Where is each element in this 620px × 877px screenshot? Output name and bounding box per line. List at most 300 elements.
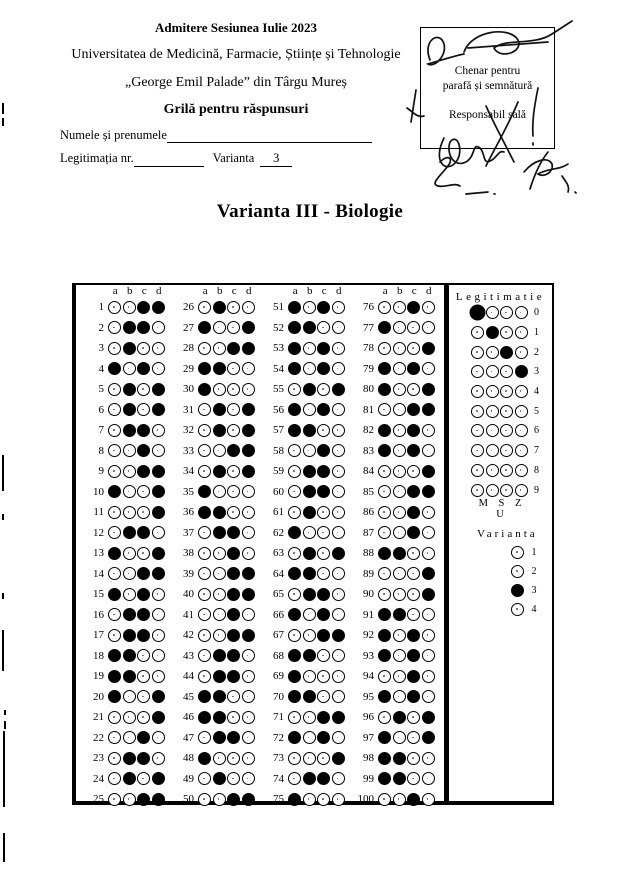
legitimatie-digit-label-1: 1	[534, 327, 539, 339]
answer-bubble-q34-b	[213, 465, 226, 478]
answer-bubble-q20-b	[123, 690, 136, 703]
answer-bubble-q87-d	[422, 526, 435, 539]
answer-bubble-q47-d	[242, 731, 255, 744]
question-number-34: 34	[183, 465, 194, 478]
answer-bubble-q77-d	[422, 321, 435, 334]
answer-bubble-q48-b	[213, 752, 226, 765]
question-column-3	[264, 287, 346, 810]
answer-bubble-q79-b	[393, 362, 406, 375]
answer-bubble-q41-c	[227, 608, 240, 621]
answer-bubble-q53-d	[332, 342, 345, 355]
answer-bubble-q3-d	[152, 342, 165, 355]
question-number-3: 3	[98, 342, 104, 355]
question-row-82	[354, 420, 436, 441]
question-row-23	[84, 748, 166, 769]
varianta-bubble-2	[511, 565, 524, 578]
answer-bubble-q6-a	[108, 403, 121, 416]
legitimatie-bubble-r5-c3	[515, 405, 528, 418]
answer-bubble-q2-b	[123, 321, 136, 334]
scan-artifact	[2, 593, 4, 599]
answer-bubble-q36-c	[227, 506, 240, 519]
answer-bubble-q80-d	[422, 383, 435, 396]
answer-bubble-q92-c	[407, 629, 420, 642]
option-letter-d: d	[246, 285, 252, 297]
answer-bubble-q72-c	[317, 731, 330, 744]
varianta-label-4: 4	[531, 604, 537, 615]
answer-bubble-q22-c	[137, 731, 150, 744]
question-row-88	[354, 543, 436, 564]
varianta-row-1	[449, 543, 537, 562]
question-number-89: 89	[363, 567, 374, 580]
option-letter-d: d	[156, 285, 162, 297]
question-row-39	[174, 564, 256, 585]
answer-bubble-q44-b	[213, 670, 226, 683]
legitimatie-bubble-r8-c1	[486, 464, 499, 477]
question-number-55: 55	[273, 383, 284, 396]
question-row-77	[354, 318, 436, 339]
answer-bubble-q6-b	[123, 403, 136, 416]
question-row-46	[174, 707, 256, 728]
scan-artifact	[4, 710, 6, 715]
question-row-90	[354, 584, 436, 605]
option-letter-header	[378, 285, 436, 297]
option-letter-d: d	[426, 285, 432, 297]
answer-bubble-q29-d	[242, 362, 255, 375]
question-number-81: 81	[363, 403, 374, 416]
question-number-17: 17	[93, 629, 104, 642]
question-number-35: 35	[183, 485, 194, 498]
answer-bubble-q70-a	[288, 690, 301, 703]
question-row-5	[84, 379, 166, 400]
stamp-box-text-2: parafă și semnătură	[442, 80, 533, 92]
question-number-15: 15	[93, 588, 104, 601]
answer-bubble-q15-a	[108, 588, 121, 601]
answer-bubble-q42-c	[227, 629, 240, 642]
question-number-65: 65	[273, 588, 284, 601]
question-number-67: 67	[273, 629, 284, 642]
question-row-6	[84, 400, 166, 421]
scan-artifact	[4, 721, 6, 729]
question-number-37: 37	[183, 526, 194, 539]
answer-bubble-q2-d	[152, 321, 165, 334]
answer-bubble-q9-d	[152, 465, 165, 478]
answer-bubble-q34-a	[198, 465, 211, 478]
answer-bubble-q90-b	[393, 588, 406, 601]
answer-bubble-q62-d	[332, 526, 345, 539]
option-letter-b: b	[397, 285, 403, 297]
answer-bubble-q90-a	[378, 588, 391, 601]
answer-bubble-q26-a	[198, 301, 211, 314]
legitimatie-bubble-r9-c0	[471, 484, 484, 497]
varianta-row-2	[449, 562, 537, 581]
answer-bubble-q81-d	[422, 403, 435, 416]
answer-bubble-q66-c	[317, 608, 330, 621]
answer-bubble-q68-b	[303, 649, 316, 662]
answer-bubble-q40-b	[213, 588, 226, 601]
answer-bubble-q79-d	[422, 362, 435, 375]
answer-bubble-q63-b	[303, 547, 316, 560]
question-row-63	[264, 543, 346, 564]
answer-bubble-q5-b	[123, 383, 136, 396]
legitimatie-bubble-r6-c2	[500, 424, 513, 437]
question-number-78: 78	[363, 342, 374, 355]
answer-bubble-q94-d	[422, 670, 435, 683]
answer-bubble-q93-d	[422, 649, 435, 662]
question-row-9	[84, 461, 166, 482]
answer-bubble-q75-b	[303, 793, 316, 806]
answer-bubble-q92-b	[393, 629, 406, 642]
question-number-96: 96	[363, 711, 374, 724]
answer-bubble-q25-c	[137, 793, 150, 806]
answer-bubble-q90-d	[422, 588, 435, 601]
answer-bubble-q85-d	[422, 485, 435, 498]
answer-bubble-q8-b	[123, 444, 136, 457]
answer-bubble-q57-d	[332, 424, 345, 437]
question-number-51: 51	[273, 301, 284, 314]
answer-bubble-q70-b	[303, 690, 316, 703]
answer-bubble-q25-d	[152, 793, 165, 806]
answer-bubble-q31-d	[242, 403, 255, 416]
legitimatie-digit-label-9: 9	[534, 484, 539, 496]
question-number-97: 97	[363, 731, 374, 744]
answer-bubble-q43-b	[213, 649, 226, 662]
question-row-14	[84, 564, 166, 585]
stamp-box	[420, 27, 555, 149]
answer-bubble-q83-c	[407, 444, 420, 457]
question-row-12	[84, 523, 166, 544]
answer-bubble-q61-b	[303, 506, 316, 519]
answer-bubble-q9-c	[137, 465, 150, 478]
question-row-73	[264, 748, 346, 769]
question-row-64	[264, 564, 346, 585]
legitimatie-digit-label-7: 7	[534, 445, 539, 457]
answer-bubble-q46-d	[242, 711, 255, 724]
answer-bubble-q3-c	[137, 342, 150, 355]
answer-bubble-q1-d	[152, 301, 165, 314]
question-row-40	[174, 584, 256, 605]
answer-bubble-q42-d	[242, 629, 255, 642]
question-number-88: 88	[363, 547, 374, 560]
answer-bubble-q19-a	[108, 670, 121, 683]
answer-bubble-q36-b	[213, 506, 226, 519]
answer-bubble-q1-c	[137, 301, 150, 314]
answer-bubble-q7-d	[152, 424, 165, 437]
answer-bubble-q21-a	[108, 711, 121, 724]
question-row-32	[174, 420, 256, 441]
answer-bubble-q95-a	[378, 690, 391, 703]
answer-bubble-q88-c	[407, 547, 420, 560]
answer-bubble-q97-d	[422, 731, 435, 744]
question-row-16	[84, 605, 166, 626]
question-number-69: 69	[273, 670, 284, 683]
answer-bubble-q40-a	[198, 588, 211, 601]
option-letter-header	[108, 285, 166, 297]
answer-bubble-q24-d	[152, 772, 165, 785]
answer-bubble-q27-d	[242, 321, 255, 334]
answer-bubble-q50-c	[227, 793, 240, 806]
answer-bubble-q39-d	[242, 567, 255, 580]
answer-bubble-q7-c	[137, 424, 150, 437]
answer-bubble-q22-b	[123, 731, 136, 744]
question-number-93: 93	[363, 649, 374, 662]
question-number-66: 66	[273, 608, 284, 621]
answer-bubble-q36-d	[242, 506, 255, 519]
question-row-11	[84, 502, 166, 523]
answer-bubble-q61-a	[288, 506, 301, 519]
question-number-68: 68	[273, 649, 284, 662]
answer-bubble-q23-c	[137, 752, 150, 765]
question-number-19: 19	[93, 670, 104, 683]
answer-bubble-q44-c	[227, 670, 240, 683]
answer-bubble-q99-b	[393, 772, 406, 785]
answer-bubble-q43-d	[242, 649, 255, 662]
question-number-91: 91	[363, 608, 374, 621]
question-number-47: 47	[183, 731, 194, 744]
answer-bubble-q78-b	[393, 342, 406, 355]
answer-bubble-q72-d	[332, 731, 345, 744]
legitimatie-bubble-r4-c1	[486, 385, 499, 398]
answer-bubble-q29-a	[198, 362, 211, 375]
answer-bubble-q38-b	[213, 547, 226, 560]
scan-artifact	[2, 514, 4, 520]
question-row-70	[264, 687, 346, 708]
answer-bubble-q51-d	[332, 301, 345, 314]
answer-bubble-q34-d	[242, 465, 255, 478]
question-number-56: 56	[273, 403, 284, 416]
answer-bubble-q85-b	[393, 485, 406, 498]
answer-bubble-q69-c	[317, 670, 330, 683]
legitimatie-digit-label-6: 6	[534, 425, 539, 437]
question-number-10: 10	[93, 485, 104, 498]
answer-bubble-q68-a	[288, 649, 301, 662]
legitimatie-bubble-r9-c2	[500, 484, 513, 497]
variant-value: 3	[260, 151, 292, 167]
answer-bubble-q76-a	[378, 301, 391, 314]
scan-artifact	[2, 455, 4, 491]
answer-bubble-q29-b	[213, 362, 226, 375]
answer-bubble-q77-c	[407, 321, 420, 334]
answer-bubble-q55-d	[332, 383, 345, 396]
answer-bubble-q14-b	[123, 567, 136, 580]
scan-artifact	[2, 118, 4, 126]
answer-bubble-q70-c	[317, 690, 330, 703]
legitimatie-bubble-r8-c3	[515, 464, 528, 477]
question-number-7: 7	[98, 424, 104, 437]
question-column-4	[354, 287, 436, 810]
question-number-90: 90	[363, 588, 374, 601]
question-row-83	[354, 441, 436, 462]
answer-bubble-q71-d	[332, 711, 345, 724]
answer-bubble-q5-d	[152, 383, 165, 396]
answer-bubble-q33-a	[198, 444, 211, 457]
question-row-89	[354, 564, 436, 585]
answer-bubble-q72-b	[303, 731, 316, 744]
answer-bubble-q30-c	[227, 383, 240, 396]
varianta-bubble-4	[511, 603, 524, 616]
answer-bubble-q51-b	[303, 301, 316, 314]
question-row-20	[84, 687, 166, 708]
answer-bubble-q28-d	[242, 342, 255, 355]
question-row-59	[264, 461, 346, 482]
question-row-38	[174, 543, 256, 564]
answer-bubble-q35-a	[198, 485, 211, 498]
answer-bubble-q59-c	[317, 465, 330, 478]
question-number-14: 14	[93, 567, 104, 580]
question-row-71	[264, 707, 346, 728]
legitimatie-column-labels: M S Z U	[478, 498, 526, 520]
answer-bubble-q78-a	[378, 342, 391, 355]
question-number-50: 50	[183, 793, 194, 806]
answer-bubble-q10-a	[108, 485, 121, 498]
answer-bubble-q31-b	[213, 403, 226, 416]
legitimatie-bubble-r6-c0	[471, 424, 484, 437]
question-row-15	[84, 584, 166, 605]
answer-bubble-q85-a	[378, 485, 391, 498]
answer-bubble-q33-c	[227, 444, 240, 457]
varianta-row-4	[449, 600, 537, 619]
answer-bubble-q33-b	[213, 444, 226, 457]
legitimatie-row-6	[449, 421, 539, 441]
question-row-41	[174, 605, 256, 626]
question-row-96	[354, 707, 436, 728]
legitimatie-row-5	[449, 401, 539, 421]
question-number-80: 80	[363, 383, 374, 396]
answer-bubble-q90-c	[407, 588, 420, 601]
answer-bubble-q37-d	[242, 526, 255, 539]
answer-bubble-q6-d	[152, 403, 165, 416]
answer-bubble-q87-c	[407, 526, 420, 539]
answer-bubble-q38-a	[198, 547, 211, 560]
question-number-2: 2	[98, 321, 104, 334]
legitimatie-bubble-r2-c1	[486, 346, 499, 359]
question-row-43	[174, 646, 256, 667]
answer-bubble-q54-b	[303, 362, 316, 375]
answer-bubble-q65-a	[288, 588, 301, 601]
question-row-99	[354, 769, 436, 790]
legitimatie-row-0	[449, 303, 539, 323]
answer-bubble-q48-d	[242, 752, 255, 765]
question-row-62	[264, 523, 346, 544]
signature-stroke	[524, 152, 576, 193]
question-number-21: 21	[93, 711, 104, 724]
answer-bubble-q6-c	[137, 403, 150, 416]
answer-bubble-q18-b	[123, 649, 136, 662]
answer-bubble-q89-c	[407, 567, 420, 580]
option-letter-b: b	[307, 285, 313, 297]
legitimatie-bubble-r5-c0	[471, 405, 484, 418]
question-row-78	[354, 338, 436, 359]
question-number-62: 62	[273, 526, 284, 539]
varianta-label-1: 1	[531, 547, 537, 558]
question-number-11: 11	[93, 506, 104, 519]
question-row-53	[264, 338, 346, 359]
answer-bubble-q36-a	[198, 506, 211, 519]
option-letter-c: c	[141, 285, 147, 297]
answer-bubble-q7-b	[123, 424, 136, 437]
question-number-84: 84	[363, 465, 374, 478]
answer-bubble-q11-d	[152, 506, 165, 519]
legitimatie-bubble-r9-c3	[515, 484, 528, 497]
answer-bubble-q99-c	[407, 772, 420, 785]
answer-bubble-q45-a	[198, 690, 211, 703]
answer-bubble-q20-a	[108, 690, 121, 703]
question-row-42	[174, 625, 256, 646]
question-row-48	[174, 748, 256, 769]
answer-bubble-q52-b	[303, 321, 316, 334]
question-row-45	[174, 687, 256, 708]
answer-bubble-q88-d	[422, 547, 435, 560]
university-name: Universitatea de Medicină, Farmacie, Științe și Tehnologie	[71, 47, 401, 62]
question-number-16: 16	[93, 608, 104, 621]
question-number-94: 94	[363, 670, 374, 683]
option-letter-b: b	[127, 285, 133, 297]
answer-bubble-q57-a	[288, 424, 301, 437]
answer-bubble-q17-a	[108, 629, 121, 642]
legitimatie-bubble-r0-c1	[486, 306, 499, 319]
question-number-13: 13	[93, 547, 104, 560]
answer-bubble-q56-d	[332, 403, 345, 416]
signature-stroke	[435, 158, 495, 194]
question-row-67	[264, 625, 346, 646]
answer-bubble-q63-c	[317, 547, 330, 560]
question-row-21	[84, 707, 166, 728]
varianta-title: Varianta	[477, 528, 538, 540]
question-row-100	[354, 789, 436, 810]
answer-bubble-q94-c	[407, 670, 420, 683]
answer-bubble-q68-c	[317, 649, 330, 662]
question-number-73: 73	[273, 752, 284, 765]
answer-bubble-q73-d	[332, 752, 345, 765]
legitimatie-bubble-r4-c3	[515, 385, 528, 398]
answer-bubble-q23-b	[123, 752, 136, 765]
answer-bubble-q19-d	[152, 670, 165, 683]
question-row-57	[264, 420, 346, 441]
answer-bubble-q69-b	[303, 670, 316, 683]
legitimatie-bubble-r1-c2	[500, 326, 513, 339]
answer-bubble-q70-d	[332, 690, 345, 703]
scan-artifact	[2, 630, 4, 671]
question-row-76	[354, 297, 436, 318]
answer-bubble-q55-c	[317, 383, 330, 396]
answer-bubble-q92-a	[378, 629, 391, 642]
answer-bubble-q86-c	[407, 506, 420, 519]
answer-bubble-q64-b	[303, 567, 316, 580]
answer-bubble-q59-d	[332, 465, 345, 478]
answer-bubble-q67-d	[332, 629, 345, 642]
question-number-98: 98	[363, 752, 374, 765]
question-number-70: 70	[273, 690, 284, 703]
legitimatie-bubble-r1-c0	[471, 326, 484, 339]
answer-bubble-q42-b	[213, 629, 226, 642]
answer-bubble-q92-d	[422, 629, 435, 642]
question-row-81	[354, 400, 436, 421]
question-row-60	[264, 482, 346, 503]
answer-bubble-q50-b	[213, 793, 226, 806]
answer-bubble-q96-d	[422, 711, 435, 724]
answer-bubble-q17-c	[137, 629, 150, 642]
answer-bubble-q39-a	[198, 567, 211, 580]
answer-bubble-q30-d	[242, 383, 255, 396]
answer-bubble-q14-c	[137, 567, 150, 580]
answer-bubble-q4-b	[123, 362, 136, 375]
question-number-31: 31	[183, 403, 194, 416]
legitimatie-bubble-r6-c3	[515, 424, 528, 437]
answer-bubble-q100-a	[378, 793, 391, 806]
answer-bubble-q82-c	[407, 424, 420, 437]
question-row-24	[84, 769, 166, 790]
answer-bubble-q41-d	[242, 608, 255, 621]
answer-bubble-q47-a	[198, 731, 211, 744]
